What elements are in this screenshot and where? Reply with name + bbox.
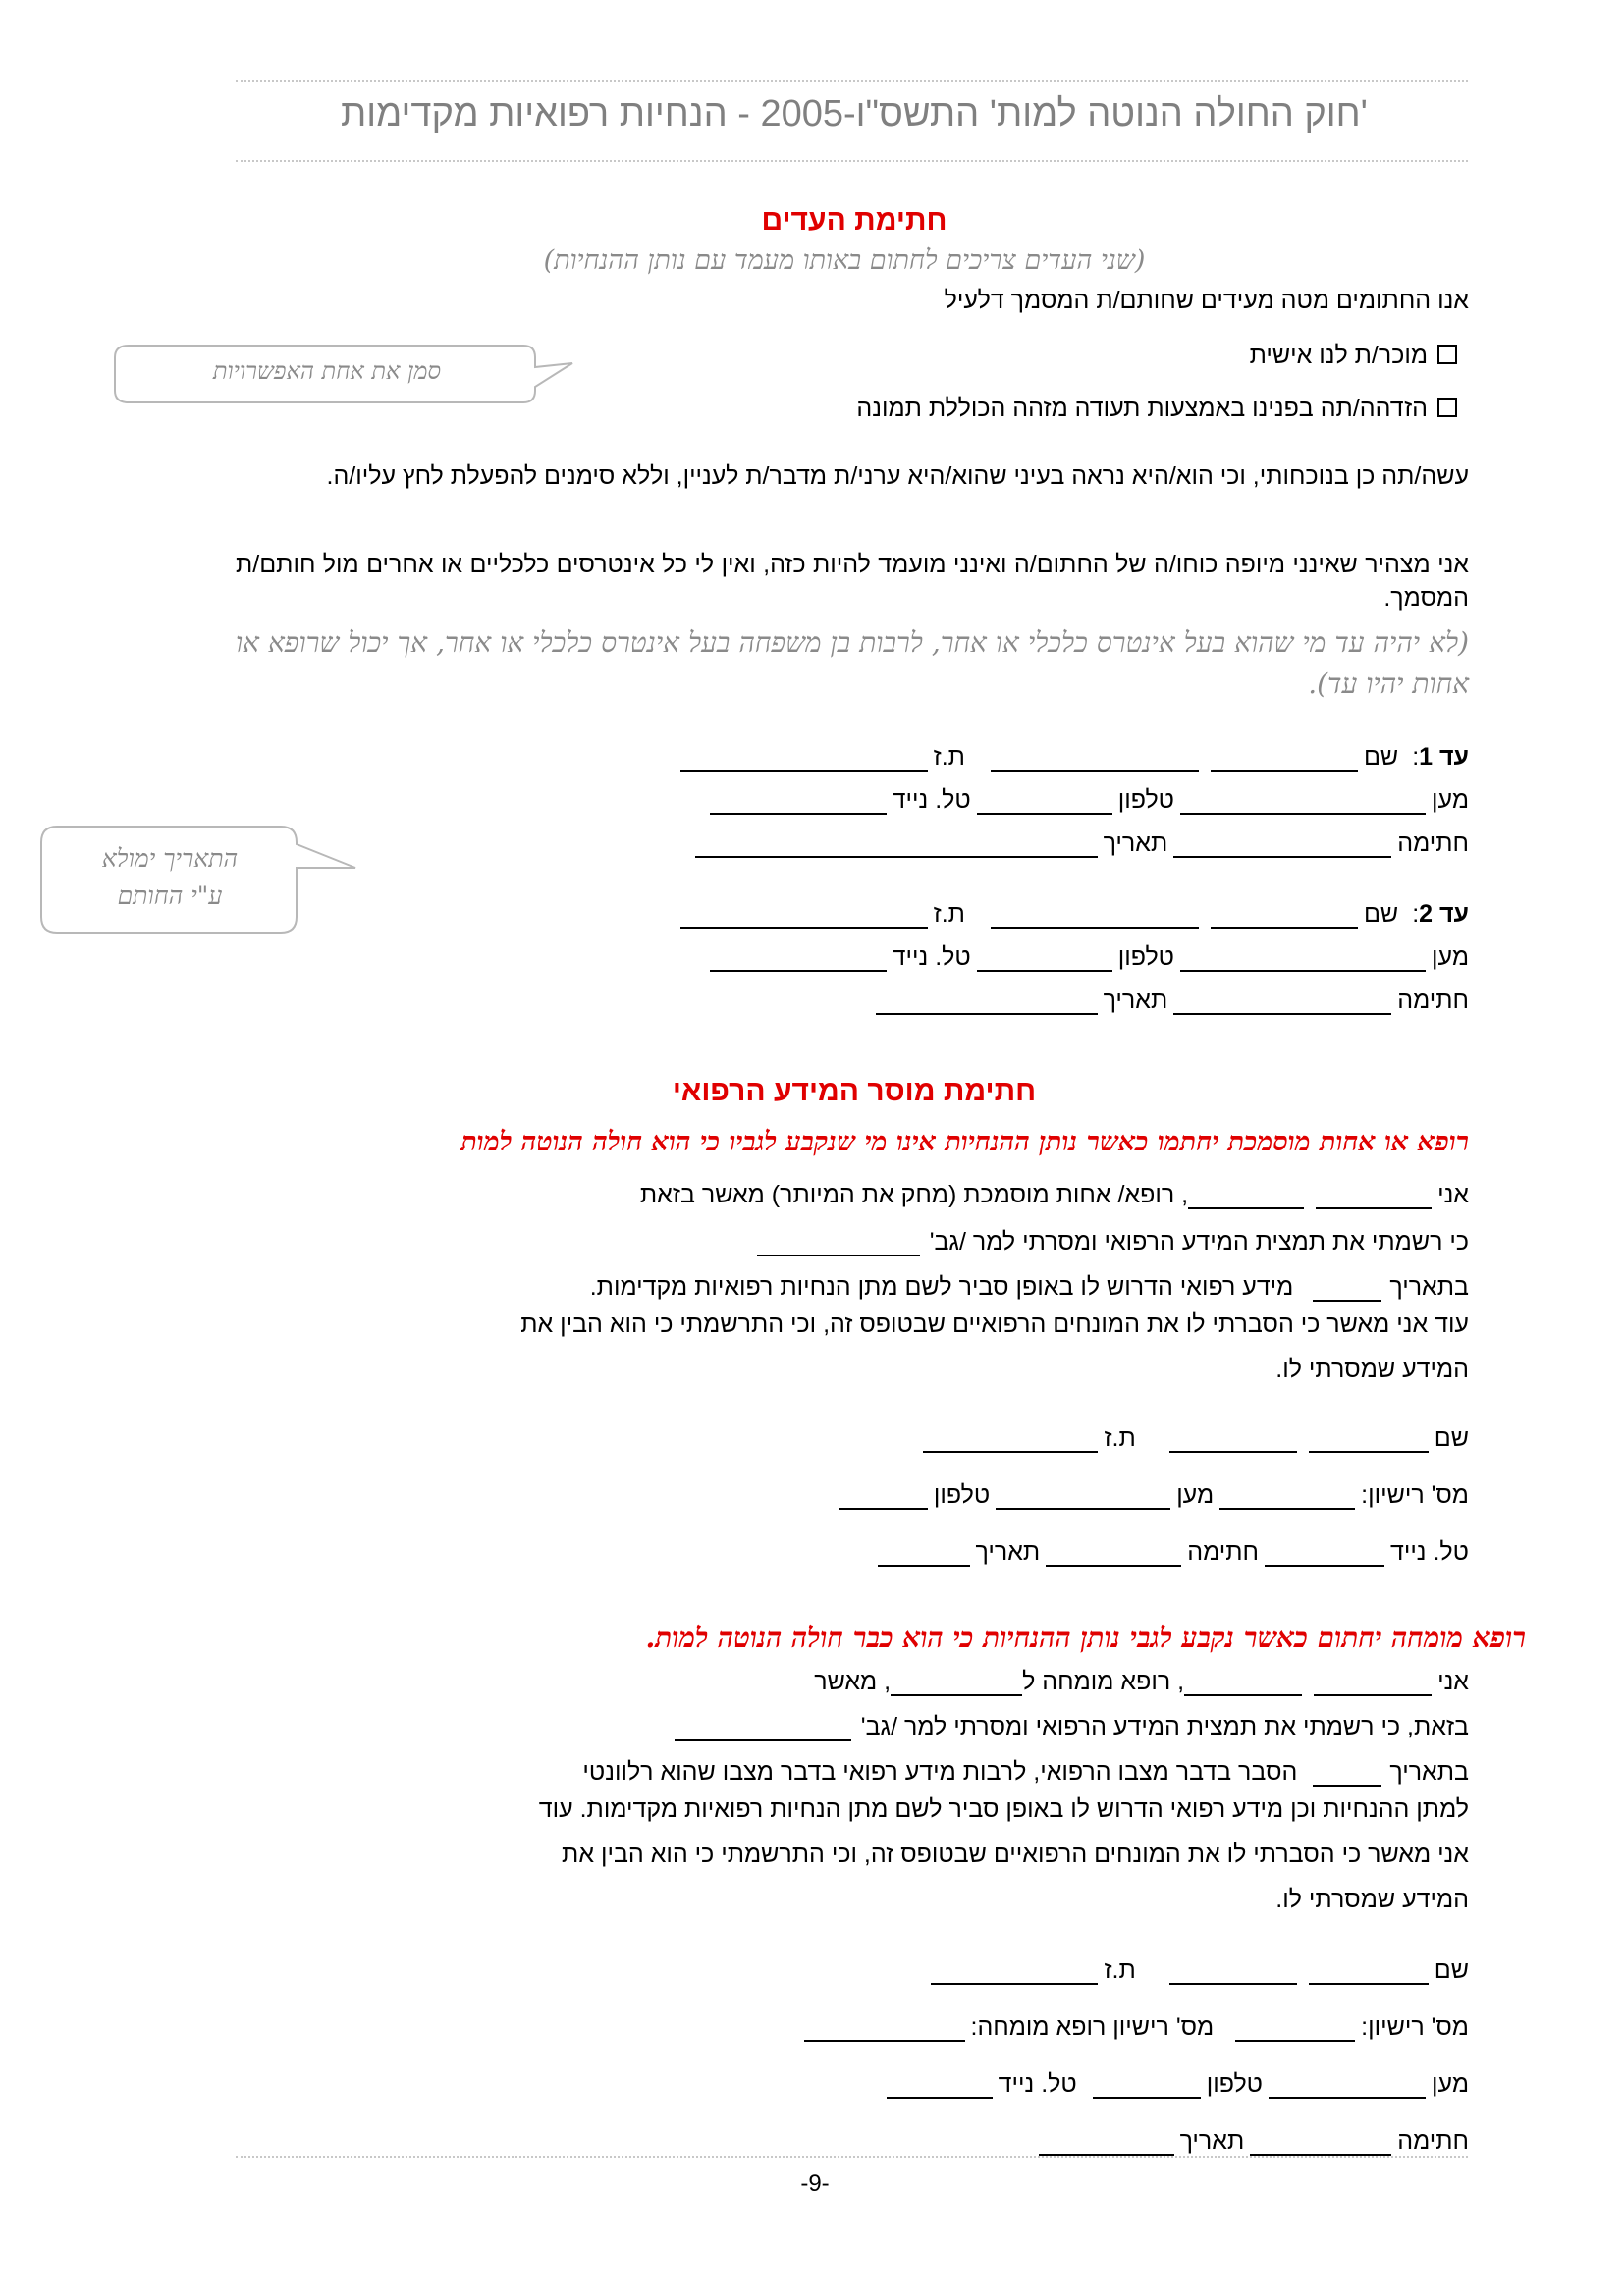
provider-row-signature: טל. נייד חתימה תאריך <box>236 1533 1469 1567</box>
witness1-last-name-field[interactable] <box>991 746 1199 772</box>
witness1-first-name-field[interactable] <box>1211 746 1358 772</box>
callout-select-text: סמן את אחת האפשרויות <box>212 357 442 385</box>
witness1-row-name: עד 1 : שם ת.ז <box>236 738 1469 772</box>
witness1-row-signature: חתימה תאריך <box>236 825 1469 858</box>
witness1-phone-field[interactable] <box>977 789 1112 815</box>
witness-declaration-1: עשה/תה כן בנוכחותי, וכי הוא/היא נראה בעיני שהוא/היא ערני/ת מדבר/ת לעניין, וללא סימנים להפעלת לחץ עליו/ה. <box>326 462 1469 490</box>
specialist-line2: בזאת, כי רשמתי את תמצית המידע הרפואי ומסרתי למר /גב' <box>236 1708 1469 1741</box>
witness2-id-field[interactable] <box>680 903 928 929</box>
provider-row-license: מס' רישיון: מען טלפון <box>236 1476 1469 1510</box>
callout-date-note <box>39 825 324 934</box>
witness2-address-field[interactable] <box>1180 946 1426 972</box>
provider-first-name-field[interactable] <box>1316 1184 1432 1209</box>
provider-line2: כי רשמתי את תמצית המידע הרפואי ומסרתי למר /גב' <box>236 1223 1469 1256</box>
specialist-line6: המידע שמסרתי לו. <box>1275 1886 1469 1913</box>
provider-line3: בתאריך מידע רפואי הדרוש לו באופן סביר לשם מתן הנחיות רפואיות מקדימות. <box>589 1273 1469 1301</box>
option-known-personally[interactable]: מוכר/ת לנו אישית <box>1250 342 1457 370</box>
specialist-row-license: מס' רישיון: מס' רישיון רופא מומחה: <box>236 2008 1469 2042</box>
witness2-mobile-field[interactable] <box>710 946 887 972</box>
witness1-mobile-field[interactable] <box>710 789 887 815</box>
specialist-date-field[interactable] <box>1313 1761 1381 1787</box>
checkbox-known-personally[interactable] <box>1437 345 1457 364</box>
header-divider-top <box>236 80 1468 82</box>
specialist-signature-field[interactable] <box>1250 2130 1391 2156</box>
specialist-line5: אני מאשר כי הסברתי לו את המונחים הרפואיים שבטופס זה, וכי התרשמתי כי הוא הבין את <box>562 1841 1469 1868</box>
witness-eligibility-note: (לא יהיה עד מי שהוא בעל אינטרס כלכלי או אחר, לרבות בן משפחה בעל אינטרס כלכלי או אחר, אך יכול שרופא או אחות יהיו עד). <box>236 626 1469 700</box>
specialist-sign-last-name-field[interactable] <box>1169 1959 1297 1985</box>
specialist-phone-field[interactable] <box>1093 2073 1201 2099</box>
specialist-subtitle: רופא מומחה יחתום כאשר נקבע לגבי נותן ההנחיות כי הוא כבר חולה הנוטה למות. <box>645 1622 1526 1654</box>
specialist-sign-first-name-field[interactable] <box>1309 1959 1429 1985</box>
specialist-last-name-field[interactable] <box>1184 1671 1302 1696</box>
provider-line5: המידע שמסרתי לו. <box>1275 1356 1469 1383</box>
specialist-row-name: שם ת.ז <box>236 1951 1469 1985</box>
provider-signature-field[interactable] <box>1046 1541 1181 1567</box>
witness1-signature-field[interactable] <box>1173 832 1391 858</box>
specialist-first-name-field[interactable] <box>1314 1671 1432 1696</box>
callout-date-text: התאריך ימולא ע"י החותם <box>101 844 239 910</box>
provider-line4: עוד אני מאשר כי הסברתי לו את המונחים הרפואיים שבטופס זה, וכי התרשמתי כי הוא הבין את <box>520 1310 1469 1338</box>
witness2-signature-field[interactable] <box>1173 989 1391 1015</box>
witness2-row-contact: מען טלפון טל. נייד <box>236 938 1469 972</box>
provider-id-field[interactable] <box>923 1427 1098 1453</box>
witnesses-title: חתימת העדים <box>761 204 947 237</box>
checkbox-identified-by-id[interactable] <box>1437 398 1457 417</box>
provider-date-field[interactable] <box>1313 1276 1381 1302</box>
provider-line1: אני , רופא/ אחות מוסמכת (מחק את המיותר) מאשר בזאת <box>639 1181 1469 1208</box>
witness2-first-name-field[interactable] <box>1211 903 1358 929</box>
witness2-last-name-field[interactable] <box>991 903 1199 929</box>
callout-select-option <box>111 344 543 404</box>
provider-row-name: שם ת.ז <box>236 1419 1469 1453</box>
witnesses-intro: אנו החתומים מטה מעידים שחותם/ת המסמך דלעיל <box>944 287 1469 314</box>
specialist-line1: אני , רופא מומחה ל , מאשר <box>814 1668 1469 1695</box>
witness1-date-field[interactable] <box>695 832 1098 858</box>
option-identified-by-id[interactable]: הזדהה/תה בפנינו באמצעות תעודה מזהה הכוללת תמונה <box>856 395 1457 423</box>
provider-title: חתימת מוסר המידע הרפואי <box>672 1075 1037 1107</box>
witness1-id-field[interactable] <box>680 746 928 772</box>
specialist-address-field[interactable] <box>1269 2073 1426 2099</box>
specialist-line4: למתן ההנחיות וכן מידע רפואי הדרוש לו באופן סביר לשם מתן הנחיות רפואיות מקדימות. עוד <box>538 1795 1469 1823</box>
specialist-mobile-field[interactable] <box>887 2073 993 2099</box>
provider-sign-date-field[interactable] <box>878 1541 970 1567</box>
provider-address-field[interactable] <box>996 1484 1170 1510</box>
witnesses-note: (שני העדים צריכים לחתום באותו מעמד עם נותן ההנחיות) <box>543 245 1146 276</box>
specialist-row-contact: מען טלפון טל. נייד <box>236 2065 1469 2099</box>
witness-declaration-2: אני מצהיר שאינני מיופה כוחו/ה של החתום/ה ואינני מועמד להיות כזה, ואין לי כל אינטרסים כלכליים או אחרים מול חותם/ת המסמך. <box>236 551 1469 612</box>
witness2-phone-field[interactable] <box>977 946 1112 972</box>
witness2-row-signature: חתימה תאריך <box>236 982 1469 1015</box>
footer-divider <box>236 2156 1468 2158</box>
provider-mobile-field[interactable] <box>1265 1541 1384 1567</box>
witness1-address-field[interactable] <box>1180 789 1426 815</box>
specialist-specialist-license-field[interactable] <box>804 2016 965 2042</box>
provider-phone-field[interactable] <box>839 1484 928 1510</box>
header-divider-bottom <box>236 160 1468 162</box>
provider-sign-last-name-field[interactable] <box>1169 1427 1297 1453</box>
witness2-row-name: עד 2 : שם ת.ז <box>236 895 1469 929</box>
specialist-row-signature: חתימה תאריך <box>236 2122 1469 2156</box>
specialist-specialty-field[interactable] <box>891 1671 1022 1696</box>
page-number: -9- <box>800 2170 830 2197</box>
provider-subtitle: רופא או אחות מוסמכת יחתמו כאשר נותן ההנחיות אינו מי שנקבע לגביו כי הוא חולה הנוטה למות <box>460 1127 1469 1157</box>
provider-last-name-field[interactable] <box>1188 1184 1304 1209</box>
specialist-license-field[interactable] <box>1235 2016 1355 2042</box>
specialist-line3: בתאריך הסבר בדבר מצבו הרפואי, לרבות מידע רפואי בדבר מצבו שהוא רלוונטי <box>582 1758 1469 1786</box>
specialist-sign-date-field[interactable] <box>1039 2130 1174 2156</box>
provider-sign-first-name-field[interactable] <box>1309 1427 1429 1453</box>
witness1-row-contact: מען טלפון טל. נייד <box>236 781 1469 815</box>
witness2-date-field[interactable] <box>876 989 1098 1015</box>
specialist-id-field[interactable] <box>931 1959 1098 1985</box>
provider-license-field[interactable] <box>1219 1484 1355 1510</box>
provider-patient-name-field[interactable] <box>757 1231 920 1256</box>
specialist-patient-name-field[interactable] <box>675 1716 851 1741</box>
document-header-title: 'חוק החולה הנוטה למות' התשס"ו-2005 - הנחיות רפואיות מקדימות <box>341 93 1368 134</box>
